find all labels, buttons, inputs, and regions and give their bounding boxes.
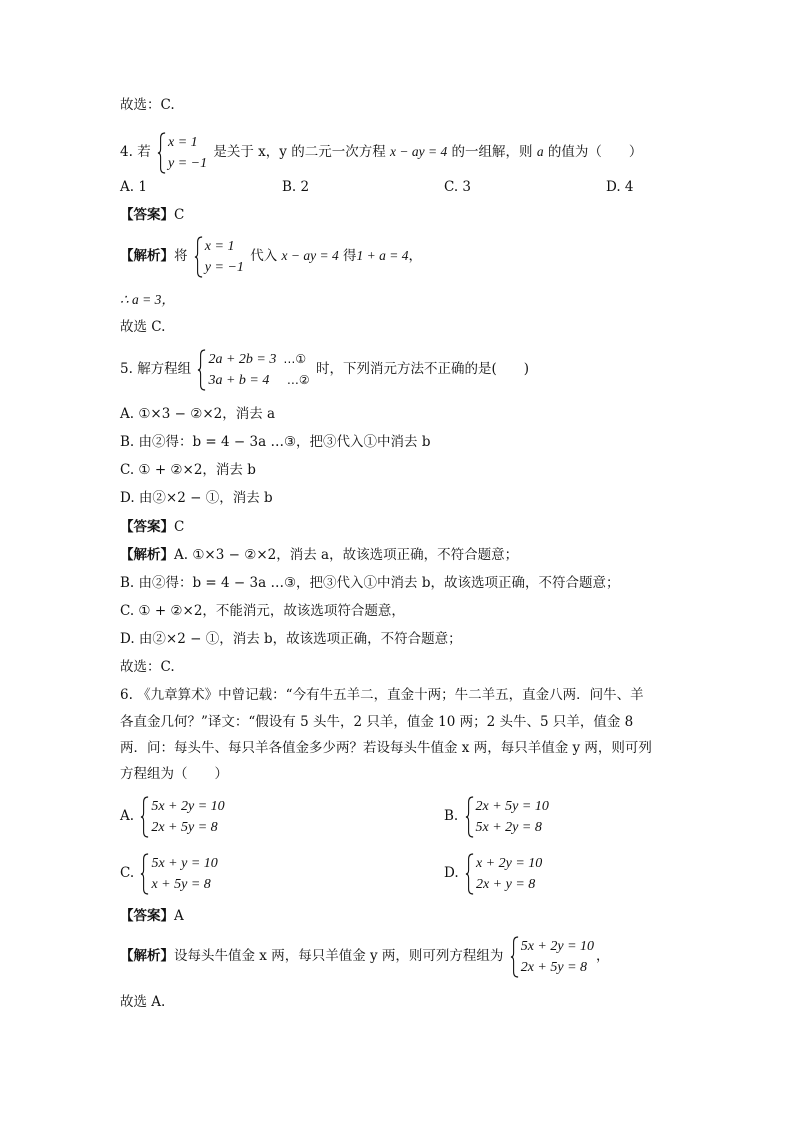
q6-option-d-eq1: x + 2y = 10 (475, 855, 543, 871)
q5-number: 5. (120, 361, 133, 377)
q4-option-d: D. 4 (606, 179, 634, 195)
q6-stem-line4: 方程组为（ ） (120, 766, 228, 782)
q4-conclusion: 故选 C. (120, 319, 166, 335)
q6-stem-line3: 两．问：每头牛、每只羊各值金多少两？若设每头牛值金 x 两，每只羊值金 y 两，则可列 (120, 740, 652, 756)
q4-expl-equation: x − ay = 4 (281, 248, 339, 263)
q4-option-c: C. 3 (444, 179, 472, 195)
q4-text-post: 的一组解，则 (451, 144, 533, 160)
prev-conclusion: 故选：C. (120, 97, 175, 113)
q4-system-eq1: x = 1 (167, 134, 198, 150)
q5-explanation-line1 (120, 545, 518, 565)
q6-explanation (120, 934, 610, 978)
q4-expl-system-eq2: y = −1 (204, 259, 244, 275)
q4-stem (120, 130, 642, 174)
q6-option-b-eq2: 5x + 2y = 8 (475, 819, 542, 835)
explanation-tag: 【解析】 (120, 248, 174, 264)
q5-option-a: A. ①×3 − ②×2，消去 a (120, 406, 276, 422)
q4-text-end: 的值为（ ） (547, 144, 643, 160)
answer-tag: 【答案】 (120, 519, 174, 535)
q6-stem-line2: 各直金几何？”译文：“假设有 5 头牛，2 只羊，值金 10 两；2 头牛、5 只羊，值金 8 (120, 714, 634, 730)
q6-option-c (120, 851, 220, 895)
q5-option-b: B. 由②得：b = 4 − 3a …③，把③代入①中消去 b (120, 434, 431, 450)
q5-system (197, 349, 309, 391)
q5-eq1-text: 2a + 2b = 3 (208, 351, 277, 367)
q6-answer (120, 906, 184, 926)
brace-icon (465, 853, 474, 895)
q5-expl-a: A. ①×3 − ②×2，消去 a，故该选项正确，不符合题意； (174, 547, 519, 563)
q6-option-b-eq1: 2x + 5y = 10 (475, 798, 549, 814)
q4-equation: x − ay = 4 (390, 144, 448, 159)
q6-line-1: 《九章算术》中曾记载：“今有牛五羊二，直金十两；牛二羊五，直金八两．问牛、羊 (137, 687, 644, 703)
q5-conclusion: 故选：C. (120, 659, 175, 675)
q4-explanation (120, 234, 422, 278)
q6-stem-line1 (120, 685, 644, 705)
q5-system-eq2 (208, 370, 309, 391)
brace-icon (465, 796, 474, 838)
answer-tag: 【答案】 (120, 908, 174, 924)
answer-tag: 【答案】 (120, 207, 174, 223)
q5-text-pre: 解方程组 (137, 361, 192, 377)
q4-expl-system (194, 236, 244, 278)
brace-icon (157, 132, 166, 174)
q6-expl-end: ， (596, 948, 610, 964)
q5-eq2-tag: …② (286, 372, 310, 387)
q4-system (157, 132, 207, 174)
q4-text-pre: 若 (137, 144, 151, 160)
q4-expl-system-eq1: x = 1 (204, 238, 235, 254)
q6-option-c-eq1: 5x + y = 10 (151, 855, 218, 871)
q4-therefore: ∴ a = 3， (120, 292, 175, 307)
q6-expl-text: 设每头牛值金 x 两，每只羊值金 y 两，则可列方程组为 (174, 948, 504, 964)
q6-option-d-label: D. (444, 865, 459, 881)
q4-answer (120, 205, 184, 225)
brace-icon (140, 853, 149, 895)
q4-expl-get: 得 (343, 248, 357, 264)
q5-expl-d: D. 由②×2 − ①，消去 b，故该选项正确，不符合题意； (120, 631, 462, 647)
brace-icon (140, 796, 149, 838)
q4-expl-mid: 代入 (250, 248, 278, 264)
q6-option-a-eq2: 2x + 5y = 8 (151, 819, 218, 835)
q6-option-a-eq1: 5x + 2y = 10 (151, 798, 225, 814)
q4-number: 4. (120, 144, 133, 160)
q5-stem (120, 347, 529, 391)
q4-text-mid: 是关于 x，y 的二元一次方程 (213, 144, 386, 160)
q6-option-d-system (465, 853, 542, 895)
explanation-tag: 【解析】 (120, 948, 174, 964)
q5-eq1-tag: …① (283, 351, 307, 366)
q4-expl-result: 1 + a = 4 (356, 248, 409, 263)
q6-option-c-system (140, 853, 217, 895)
q5-system-eq1 (208, 349, 309, 370)
q6-expl-system-eq1: 5x + 2y = 10 (520, 938, 595, 954)
q4-option-b: B. 2 (282, 179, 310, 195)
q6-conclusion: 故选 A. (120, 994, 166, 1010)
q6-answer-value: A (174, 908, 184, 924)
q5-eq2-text: 3a + b = 4 (208, 372, 270, 388)
q4-answer-value: C (174, 207, 185, 223)
q6-option-a-system (140, 796, 224, 838)
q4-option-a: A. 1 (120, 179, 147, 195)
q6-option-c-eq2: x + 5y = 8 (151, 876, 211, 892)
brace-icon (197, 349, 206, 391)
q6-option-b-label: B. (444, 808, 459, 824)
brace-icon (510, 936, 519, 978)
q6-option-b-system (465, 796, 549, 838)
q6-expl-system (510, 936, 594, 978)
q4-expl-end: ， (408, 248, 422, 264)
q5-expl-c: C. ① + ②×2，不能消元，故该选项符合题意， (120, 603, 405, 619)
explanation-tag: 【解析】 (120, 547, 174, 563)
brace-icon (194, 236, 203, 278)
q6-number: 6. (120, 687, 133, 703)
q5-option-d: D. 由②×2 − ①，消去 b (120, 490, 273, 506)
q5-text-post: 时，下列消元方法不正确的是( ) (315, 361, 529, 377)
q4-expl-pre: 将 (174, 248, 188, 264)
q5-expl-b: B. 由②得：b = 4 − 3a …③，把③代入①中消去 b，故该选项正确，不符合题意； (120, 575, 620, 591)
q6-option-a (120, 794, 227, 838)
q4-system-eq2: y = −1 (167, 155, 208, 171)
q6-option-a-label: A. (120, 808, 135, 824)
q5-option-c: C. ① + ②×2，消去 b (120, 462, 256, 478)
q6-option-d-eq2: 2x + y = 8 (475, 876, 536, 892)
q6-option-c-label: C. (120, 865, 135, 881)
q5-answer-value: C (174, 519, 185, 535)
q6-expl-system-eq2: 2x + 5y = 8 (520, 959, 588, 975)
q4-variable: a (536, 144, 544, 159)
q5-answer (120, 517, 184, 537)
q6-option-d (444, 851, 544, 895)
q6-option-b (444, 794, 551, 838)
